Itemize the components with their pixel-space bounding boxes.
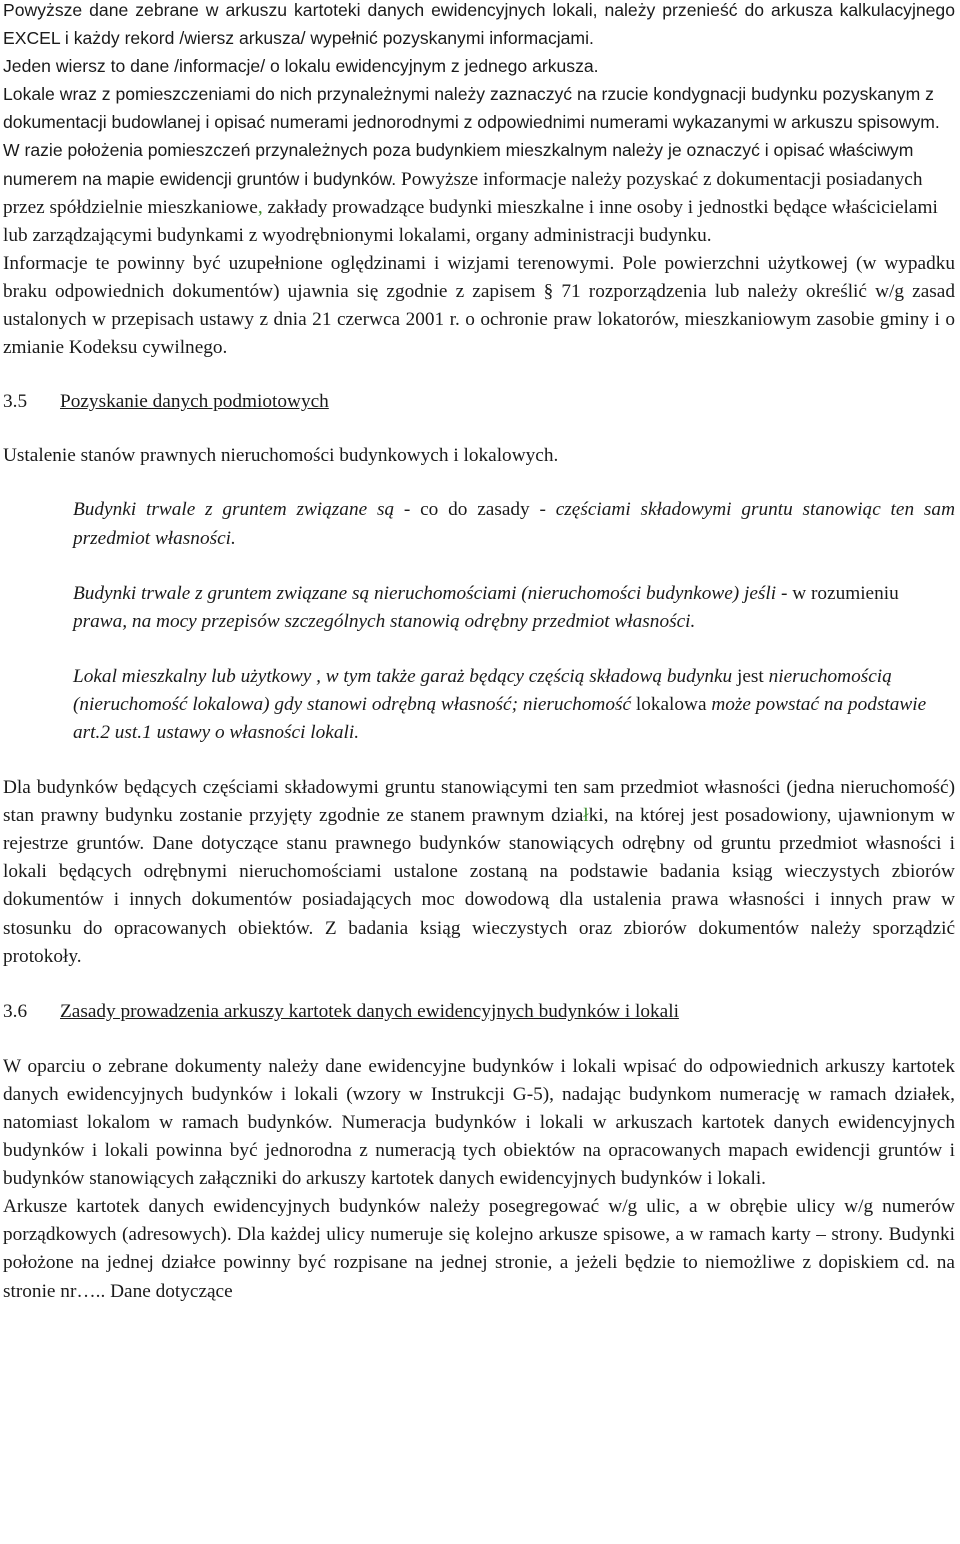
quote-buildings-separate-property [3,580,955,636]
quote2-part-c: prawa, na mocy przepisów szczególnych stanowią odrębny przedmiot własności. [73,610,696,632]
section-heading-3-6 [3,998,955,1026]
section-title-3-6: Zasady prowadzenia arkuszy kartotek danych ewidencyjnych budynków i lokali [60,1000,679,1022]
quote1-part-a: Budynki trwale z gruntem związane są [73,499,395,521]
paragraph-legal-status [3,774,955,971]
quote3-part-e: może powstać na podstawie art.2 ust.1 ustawy o własności lokali. [73,693,927,743]
text-row-definition: Jeden wiersz to dane /informacje/ o lokalu ewidencyjnym z jednego arkusza. [3,56,599,77]
quote1-part-c: częściami składowymi gruntu stanowiąc ten sam przedmiot własności. [73,499,955,549]
text-legal-status-b: ki, na której jest posadowiony, ujawnionym w rejestrze gruntów. Dane dotyczące stanu prawnego budynków stanowiących odrębny od gruntu przedmiot własności i lokali będących odrębnymi nieruchomościami ustalone zostaną na podstawie badania ksiąg wieczystych zbiorów dokumentów i innych dokumentów posiadających moc dowodową dla ustalenia prawa własności i innych praw w stosunku do opracowanych obiektów. Z badania ksiąg wieczystych oraz zbiorów dokumentów należy sporządzić protokoły. [3,805,955,967]
text-legal-status-intro: Ustalenie stanów prawnych nieruchomości budynkowych i lokalowych. [3,445,559,467]
quote2-part-a: Budynki trwale z gruntem związane są nieruchomościami (nieruchomości budynkowe) jeśli [73,582,777,604]
paragraph-row-definition [3,52,955,80]
text-legal-status-a: Dla budynków będących częściami składowymi gruntu stanowiącymi ten sam przedmiot własności (jedna nieruchomość) stan prawny budynku zostanie przyjęty zgodnie ze stanem prawnym dzia [3,777,955,827]
quote2-part-b: - w rozumieniu [776,582,899,604]
quote3-part-b: jest [732,665,769,687]
paragraph-excel-transfer [3,0,955,52]
section-heading-3-5 [3,388,955,416]
quote3-part-a: Lokal mieszkalny lub użytkowy , w tym także garaż będący częścią składową budynku [73,665,733,687]
text-floor-plan: Lokale wraz z pomieszczeniami do nich przynależnymi należy zaznaczyć na rzucie kondygnacji budynku pozyskanym z dokumentacji budowlanej i opisać numerami jednorodnymi z odpowiednimi numerami wykazanymi w arkuszu spisowym. W razie położenia pomieszczeń przynależnych poza budynkiem mieszkalnym należy je oznaczyć i opisać właściwym numerem na mapie ewidencji gruntów i budynków. [3,84,940,189]
section-number-3-6: 3.6 [3,1000,28,1022]
section-title-3-5: Pozyskanie danych podmiotowych [60,391,329,413]
section-intro-3-5 [3,442,955,470]
quote-buildings-part-of-land [3,496,955,552]
paragraph-entering-data [3,1053,955,1193]
text-legal-status-letter: ł [583,805,589,827]
quote3-part-c: nieruchomością (nieruchomość lokalowa) gdy stanowi odrębną własność; nieruchomość [73,665,892,715]
text-sources-a: Powyższe informacje należy pozyskać z dokumentacji posiadanych przez spółdzielnie mieszkaniowe [3,168,923,218]
paragraph-field-inspection [3,250,955,362]
document-page [3,0,955,1306]
text-entering-data: W oparciu o zebrane dokumenty należy dane ewidencyjne budynków i lokali wpisać do odpowiednich arkuszy kartotek danych ewidencyjnych budynków i lokali (wzory w Instrukcji G-5), nadając budynkom numerację w ramach działek, natomiast lokalom w ramach budynków. Numeracja budynków i lokali w arkuszach kartotek danych ewidencyjnych budynków i lokali powinna być jednorodna z numeracją tych obiektów na opracowanych mapach ewidencji gruntów i budynków stanowiących załączniki do arkuszy kartotek danych ewidencyjnych budynków i lokali. [3,1055,955,1190]
quote1-part-b: - co do zasady - [394,499,556,521]
section-number-3-5: 3.5 [3,391,28,413]
text-sources-b: zakłady prowadzące budynki mieszkalne i inne osoby i jednostki będące właścicielami lub zarządzającymi budynkami z wyodrębnionymi lokalami, organy administracji budynku. [3,196,938,246]
text-sorting-sheets: Arkusze kartotek danych ewidencyjnych budynków należy posegregować w/g ulic, a w obrębie ulicy w/g numerów porządkowych (adresowych). Dla każdej ulicy numeruje się kolejno arkusze spisowe, a w ramach karty – strony. Budynki położone na jednej działce powinny być rozpisane na jednej stronie, a jeżeli będzie to niemożliwe z dopiskiem cd. na stronie nr….. Dane dotyczące [3,1196,955,1302]
quote3-part-d: lokalowa [631,693,712,715]
text-excel-transfer: Powyższe dane zebrane w arkuszu kartoteki danych ewidencyjnych lokali, należy przenieść do arkusza kalkulacyjnego EXCEL i każdy rekord /wiersz arkusza/ wypełnić pozyskanymi informacjami. [3,0,955,49]
quote-premises [3,663,955,747]
text-field-inspection: Informacje te powinny być uzupełnione oględzinami i wizjami terenowymi. Pole powierzchni użytkowej (w wypadku braku odpowiednich dokumentów) ujawnia się zgodnie z zapisem § 71 rozporządzenia lub należy określić w/g zasad ustalonych w przepisach ustawy z dnia 21 czerwca 2001 r. o ochronie praw lokatorów, mieszkaniowym zasobie gminy i o zmianie Kodeksu cywilnego. [3,252,955,359]
text-sources-comma: , [257,196,263,218]
paragraph-sorting-sheets [3,1193,955,1305]
